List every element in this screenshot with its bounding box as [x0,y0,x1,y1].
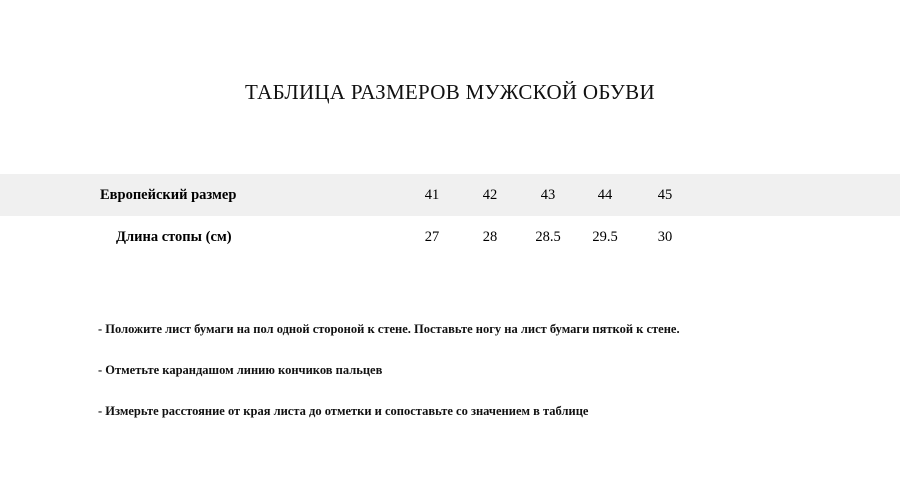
row-label-foot-length: Длина стопы (см) [116,229,232,245]
table-row-european-size [0,174,900,216]
cell-length-42: 28 [482,229,498,245]
cell-size-44: 44 [597,187,613,203]
cell-size-45: 45 [657,187,673,203]
cell-size-41: 41 [424,187,440,203]
cell-size-43: 43 [540,187,556,203]
row-label-european-size: Европейский размер [100,187,237,203]
size-table [0,174,900,258]
cell-size-42: 42 [482,187,498,203]
cell-length-45: 30 [657,229,673,245]
instruction-step-2: - Отметьте карандашом линию кончиков пальцев [98,363,383,377]
page-title: ТАБЛИЦА РАЗМЕРОВ МУЖСКОЙ ОБУВИ [245,80,655,104]
table-row-foot-length [0,216,900,258]
instruction-step-1: - Положите лист бумаги на пол одной стороной к стене. Поставьте ногу на лист бумаги пяткой к стене. [98,322,680,336]
cell-length-41: 27 [424,229,440,245]
cell-length-43: 28.5 [535,229,561,245]
cell-length-44: 29.5 [592,229,618,245]
measurement-instructions [98,322,858,445]
instruction-step-3: - Измерьте расстояние от края листа до отметки и сопоставьте со значением в таблице [98,404,589,418]
